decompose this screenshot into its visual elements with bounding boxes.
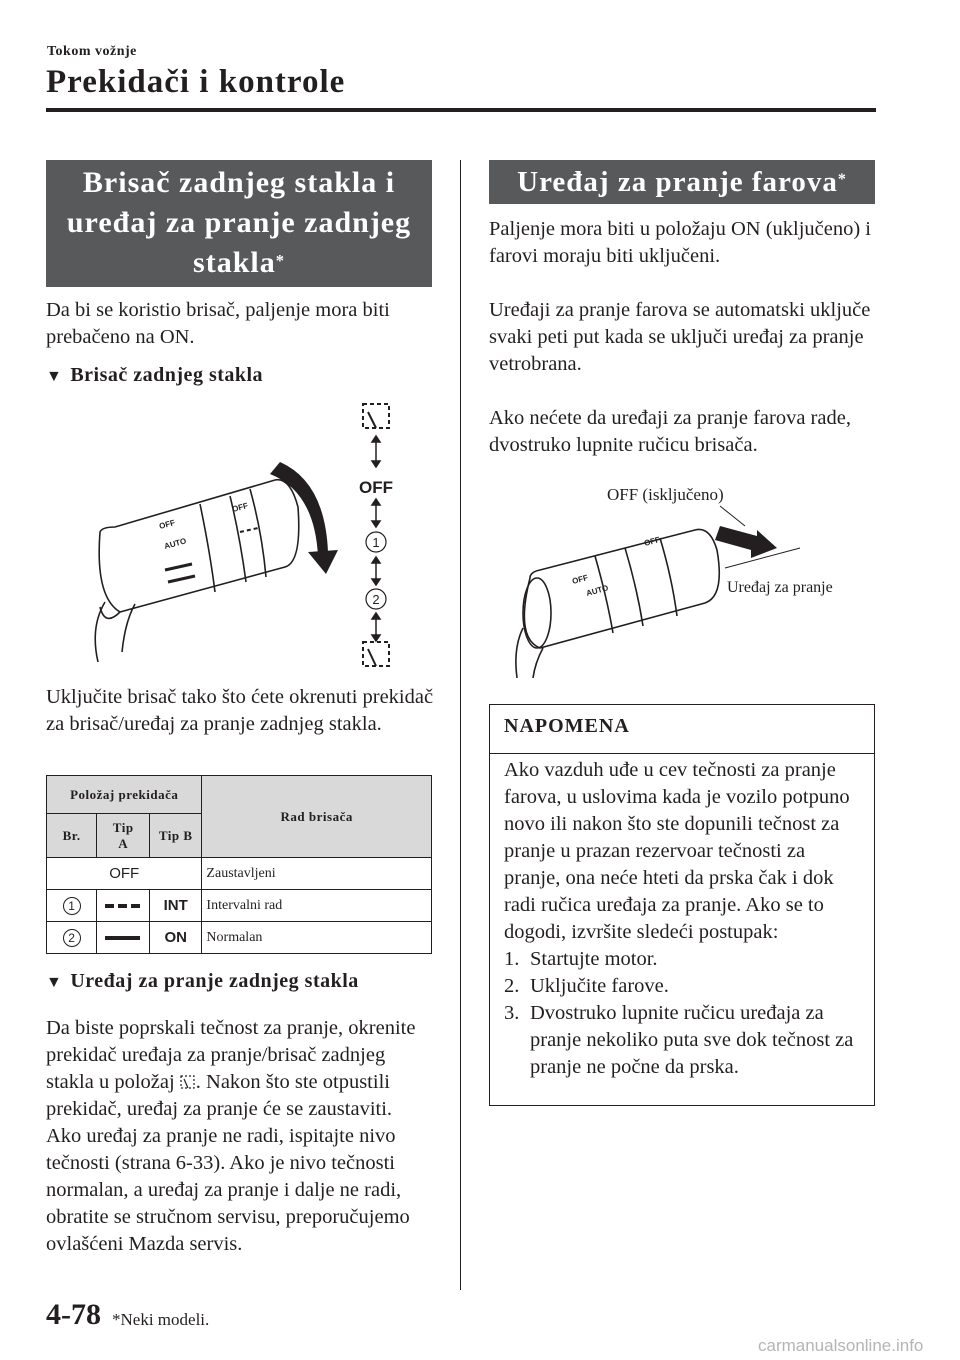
table-row xyxy=(47,890,432,922)
table-row xyxy=(47,922,432,954)
table-header-number: Br. xyxy=(47,814,97,858)
table-row xyxy=(47,858,432,890)
header-divider xyxy=(46,108,876,112)
triangle-bullet-icon: ▼ xyxy=(46,974,63,991)
operation-label: Zaustavljeni xyxy=(202,858,432,890)
table-header-type-b: Tip B xyxy=(150,814,202,858)
table-header-type-a: Tip A xyxy=(97,814,150,858)
lever-off-label: OFF xyxy=(231,501,249,514)
intro-text: Da bi se koristio brisač, paljenje mora biti prebačeno na ON. xyxy=(46,299,390,348)
rear-washer-text: Da biste poprskali tečnost za pranje, okrenite prekidač uređaja za pranje/brisač zadnjeg stakla u položaj . Nakon što ste otpustili prekidač, uređaj za pranje će se zaustaviti. Ako uređaj za pranje ne radi, ispitajte nivo tečnosti (strana 6-33). Ako je nivo tečnosti normalan, a uređaj za pranje i dalje ne radi, obratite se stručnom servisu, preporučujemo ovlašćeni Mazda servis. xyxy=(46,1017,416,1255)
footnote: *Neki modeli. xyxy=(112,1310,210,1329)
subheading-rear-wiper: ▼ Brisač zadnjeg stakla xyxy=(46,364,264,386)
list-item: 3. Dvostruko lupnite ručicu uređaja za pranje nekoliko puta sve dok tečnost za pranje ne počne da prska. xyxy=(504,1002,854,1078)
footnote-mark: * xyxy=(275,251,285,270)
continuous-dash-icon xyxy=(97,922,150,954)
lever-off-label: OFF xyxy=(571,573,589,586)
table-header-position: Položaj prekidača xyxy=(47,776,202,814)
table-header-operation: Rad brisača xyxy=(202,776,432,858)
lever-icon xyxy=(516,529,719,678)
on-label: ON xyxy=(150,922,202,954)
rear-wiper-lever-figure xyxy=(80,392,420,677)
note-body xyxy=(504,757,866,1081)
lever-off-label: OFF xyxy=(643,535,661,548)
washer-icon xyxy=(363,404,389,428)
note-title: NAPOMENA xyxy=(504,715,630,737)
intermittent-dash-icon xyxy=(97,890,150,922)
paragraph: Ako nećete da uređaji za pranje farova rade, dvostruko lupnite ručicu brisača. xyxy=(489,407,851,456)
position-number: 2 xyxy=(47,922,97,954)
rotation-arrow-icon xyxy=(270,462,328,557)
figure-caption-text: Uključite brisač tako što ćete okrenuti prekidač za brisač/uređaj za pranje zadnjeg stakla. xyxy=(46,686,434,735)
off-callout-label: OFF (isključeno) xyxy=(607,485,724,504)
lever-icon xyxy=(95,480,299,662)
position-number: 1 xyxy=(47,890,97,922)
lever-off-label: OFF xyxy=(158,518,176,531)
list-item: 2. Uključite farove. xyxy=(504,975,669,997)
banner-line: stakla* xyxy=(193,246,285,279)
footnote-mark: * xyxy=(837,171,847,188)
washer-icon xyxy=(363,642,389,666)
off-label: OFF xyxy=(47,858,202,890)
page-title: Prekidači i kontrole xyxy=(46,64,346,100)
paragraph: Uređaji za pranje farova se automatski uključe svaki peti put kada se uključi uređaj za pranje vetrobrana. xyxy=(489,299,871,375)
washer-callout-label: Uređaj za pranje xyxy=(727,579,833,596)
operation-label: Normalan xyxy=(202,922,432,954)
note-text: Ako vazduh uđe u cev tečnosti za pranje farova, u uslovima kada je vozilo potpuno novo ili nakon što ste dopunili tečnost za pranje u prazan rezervoar tečnosti za pranje, ona neće hteti da prska čak i dok radi ručica uređaja za pranje. Ako se to dogodi, izvršite sledeći postupak: xyxy=(504,759,850,943)
banner-line: Brisač zadnjeg stakla i xyxy=(82,166,396,199)
list-item: 1. Startujte motor. xyxy=(504,948,658,970)
switch-position-table xyxy=(46,775,432,954)
position-1-label: 1 xyxy=(372,535,380,550)
lever-auto-label: AUTO xyxy=(163,536,188,551)
section-banner-rear-wiper xyxy=(46,160,432,287)
banner-line: uređaj za pranje zadnjeg xyxy=(66,206,412,239)
lever-auto-label: AUTO xyxy=(585,583,610,598)
watermark: carmanualsonline.info xyxy=(758,1336,924,1355)
off-position-label: OFF xyxy=(359,478,393,497)
pull-arrow-icon xyxy=(715,526,777,558)
triangle-bullet-icon: ▼ xyxy=(46,368,63,385)
note-box xyxy=(489,704,875,1106)
column-divider xyxy=(460,160,461,1290)
int-label: INT xyxy=(150,890,202,922)
position-2-label: 2 xyxy=(372,592,380,607)
headlight-washer-lever-figure xyxy=(495,478,865,678)
operation-label: Intervalni rad xyxy=(202,890,432,922)
washer-icon xyxy=(180,1074,196,1090)
section-banner-headlight-washer: Uređaj za pranje farova* xyxy=(489,160,875,204)
paragraph: Paljenje mora biti u položaju ON (uključeno) i farovi moraju biti uključeni. xyxy=(489,218,872,267)
subheading-rear-washer: ▼ Uređaj za pranje zadnjeg stakla xyxy=(46,970,359,992)
note-divider xyxy=(490,753,874,754)
section-label: Tokom vožnje xyxy=(47,44,137,59)
page-number: 4-78 xyxy=(46,1298,101,1331)
